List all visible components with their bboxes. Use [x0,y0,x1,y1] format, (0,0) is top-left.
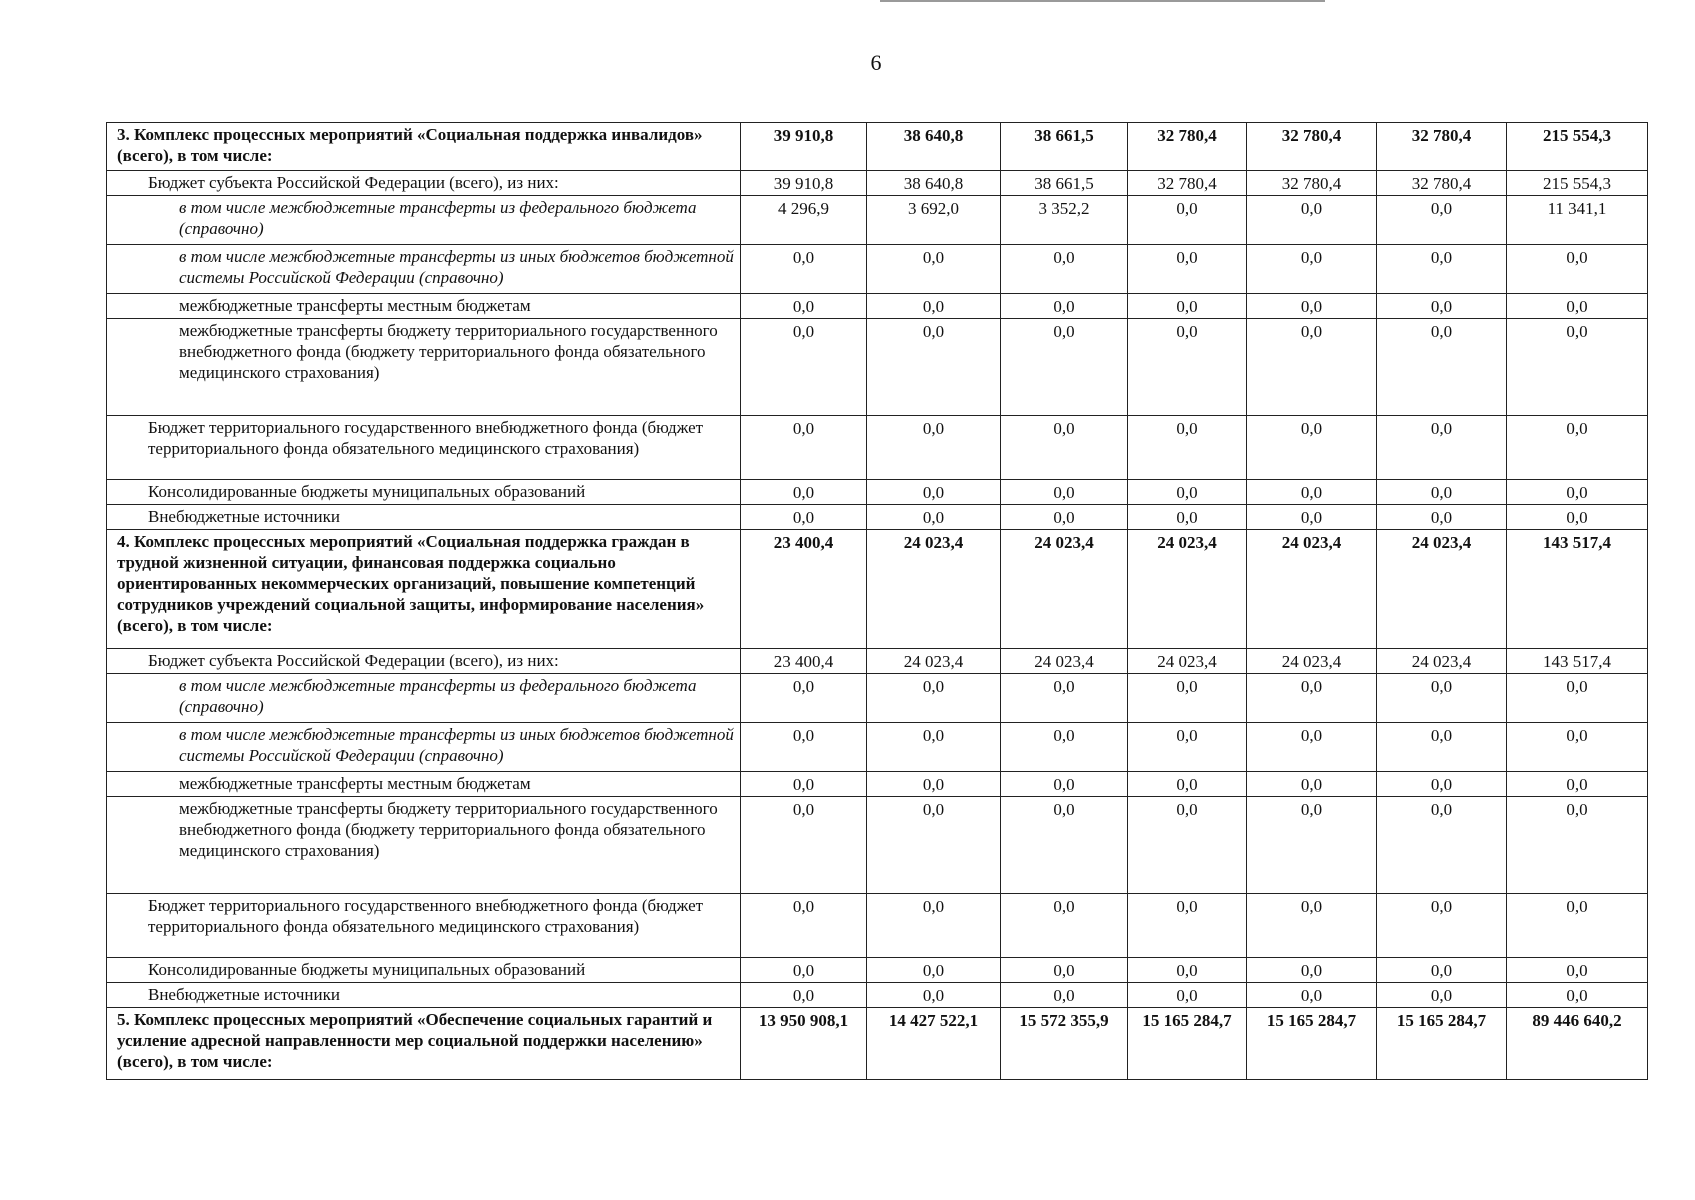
row-label: Консолидированные бюджеты муниципальных образований [107,480,741,505]
table-row [107,983,1648,1008]
value-cell: 32 780,4 [1247,123,1377,171]
value-cell: 38 640,8 [867,123,1001,171]
value-cell: 0,0 [1001,983,1128,1008]
value-cell: 11 341,1 [1507,196,1648,245]
value-cell: 0,0 [741,505,867,530]
value-cell: 0,0 [1001,772,1128,797]
value-cell: 0,0 [1128,772,1247,797]
value-cell: 3 692,0 [867,196,1001,245]
table-row [107,416,1648,480]
row-label: в том числе межбюджетные трансферты из иных бюджетов бюджетной системы Российской Федерации (справочно) [107,245,741,294]
value-cell: 0,0 [867,319,1001,416]
row-label: Бюджет территориального государственного внебюджетного фонда (бюджет территориального фонда обязательного медицинского страхования) [107,894,741,958]
value-cell: 24 023,4 [1001,649,1128,674]
value-cell: 143 517,4 [1507,530,1648,649]
value-cell: 0,0 [1377,797,1507,894]
value-cell: 0,0 [1128,294,1247,319]
row-label: в том числе межбюджетные трансферты из федерального бюджета (справочно) [107,674,741,723]
value-cell: 0,0 [1377,674,1507,723]
value-cell: 0,0 [1128,505,1247,530]
value-cell: 0,0 [1377,772,1507,797]
value-cell: 0,0 [741,797,867,894]
value-cell: 39 910,8 [741,123,867,171]
table-body [107,123,1648,1080]
value-cell: 0,0 [1377,294,1507,319]
value-cell: 0,0 [867,674,1001,723]
value-cell: 0,0 [867,894,1001,958]
value-cell: 0,0 [867,772,1001,797]
value-cell: 15 165 284,7 [1247,1008,1377,1080]
table-row [107,196,1648,245]
value-cell: 0,0 [1507,723,1648,772]
value-cell: 0,0 [1001,480,1128,505]
value-cell: 0,0 [1507,480,1648,505]
value-cell: 0,0 [867,294,1001,319]
scan-top-rule [880,0,1325,2]
value-cell: 0,0 [1507,674,1648,723]
table-row [107,958,1648,983]
value-cell: 0,0 [1247,983,1377,1008]
value-cell: 24 023,4 [1377,530,1507,649]
value-cell: 24 023,4 [1377,649,1507,674]
value-cell: 24 023,4 [1128,649,1247,674]
value-cell: 0,0 [1001,416,1128,480]
value-cell: 32 780,4 [1128,123,1247,171]
value-cell: 0,0 [1507,894,1648,958]
value-cell: 32 780,4 [1247,171,1377,196]
value-cell: 0,0 [867,416,1001,480]
value-cell: 0,0 [867,723,1001,772]
table-row [107,894,1648,958]
value-cell: 0,0 [741,958,867,983]
value-cell: 0,0 [741,674,867,723]
value-cell: 3 352,2 [1001,196,1128,245]
value-cell: 38 661,5 [1001,123,1128,171]
value-cell: 0,0 [1377,983,1507,1008]
value-cell: 0,0 [1247,772,1377,797]
value-cell: 0,0 [1247,797,1377,894]
value-cell: 0,0 [1507,772,1648,797]
row-label: Внебюджетные источники [107,505,741,530]
value-cell: 38 661,5 [1001,171,1128,196]
value-cell: 0,0 [867,505,1001,530]
value-cell: 0,0 [1377,723,1507,772]
value-cell: 0,0 [741,245,867,294]
row-label: Внебюджетные источники [107,983,741,1008]
value-cell: 0,0 [1001,505,1128,530]
value-cell: 0,0 [1247,416,1377,480]
value-cell: 0,0 [1247,196,1377,245]
table-row [107,723,1648,772]
budget-table [106,122,1648,1080]
value-cell: 0,0 [1507,416,1648,480]
value-cell: 0,0 [1128,983,1247,1008]
value-cell: 0,0 [741,294,867,319]
table-row [107,505,1648,530]
value-cell: 24 023,4 [867,649,1001,674]
row-label: в том числе межбюджетные трансферты из иных бюджетов бюджетной системы Российской Федерации (справочно) [107,723,741,772]
value-cell: 0,0 [1377,894,1507,958]
row-label: Бюджет субъекта Российской Федерации (всего), из них: [107,171,741,196]
value-cell: 0,0 [867,480,1001,505]
table-row [107,319,1648,416]
value-cell: 0,0 [1247,674,1377,723]
table-row [107,649,1648,674]
row-label: Бюджет территориального государственного внебюджетного фонда (бюджет территориального фонда обязательного медицинского страхования) [107,416,741,480]
value-cell: 0,0 [1001,797,1128,894]
value-cell: 0,0 [1001,674,1128,723]
value-cell: 0,0 [1128,416,1247,480]
value-cell: 0,0 [741,894,867,958]
value-cell: 0,0 [1128,245,1247,294]
table-row [107,123,1648,171]
value-cell: 0,0 [1247,505,1377,530]
value-cell: 0,0 [1128,319,1247,416]
row-label: межбюджетные трансферты местным бюджетам [107,294,741,319]
value-cell: 0,0 [1128,894,1247,958]
value-cell: 15 165 284,7 [1377,1008,1507,1080]
value-cell: 15 572 355,9 [1001,1008,1128,1080]
value-cell: 0,0 [1247,480,1377,505]
value-cell: 39 910,8 [741,171,867,196]
value-cell: 0,0 [741,416,867,480]
value-cell: 0,0 [1001,294,1128,319]
value-cell: 0,0 [1377,196,1507,245]
value-cell: 0,0 [1377,480,1507,505]
value-cell: 38 640,8 [867,171,1001,196]
value-cell: 0,0 [1507,319,1648,416]
value-cell: 143 517,4 [1507,649,1648,674]
value-cell: 0,0 [1377,416,1507,480]
value-cell: 0,0 [741,772,867,797]
row-label: 4. Комплекс процессных мероприятий «Социальная поддержка граждан в трудной жизненной ситуации, финансовая поддержка социально ориентированных некоммерческих организаций, повышение компетенций сотрудников учреждений социальной защиты, информирование населения» (всего), в том числе: [107,530,741,649]
value-cell: 0,0 [1247,723,1377,772]
value-cell: 0,0 [741,983,867,1008]
row-label: Консолидированные бюджеты муниципальных образований [107,958,741,983]
value-cell: 0,0 [741,723,867,772]
row-label: межбюджетные трансферты бюджету территориального государственного внебюджетного фонда (бюджету территориального фонда обязательного медицинского страхования) [107,319,741,416]
row-label: Бюджет субъекта Российской Федерации (всего), из них: [107,649,741,674]
value-cell: 15 165 284,7 [1128,1008,1247,1080]
table-row [107,797,1648,894]
value-cell: 0,0 [1128,958,1247,983]
value-cell: 0,0 [1128,196,1247,245]
value-cell: 0,0 [1507,294,1648,319]
value-cell: 0,0 [1247,294,1377,319]
page-number: 6 [870,50,882,75]
value-cell: 0,0 [867,983,1001,1008]
value-cell: 0,0 [1507,958,1648,983]
table-row [107,245,1648,294]
value-cell: 24 023,4 [1001,530,1128,649]
value-cell: 14 427 522,1 [867,1008,1001,1080]
row-label: 3. Комплекс процессных мероприятий «Социальная поддержка инвалидов» (всего), в том числе: [107,123,741,171]
table-row [107,674,1648,723]
table-row [107,480,1648,505]
value-cell: 32 780,4 [1377,123,1507,171]
value-cell: 0,0 [741,480,867,505]
value-cell: 0,0 [1128,480,1247,505]
value-cell: 215 554,3 [1507,171,1648,196]
value-cell: 215 554,3 [1507,123,1648,171]
value-cell: 0,0 [1247,894,1377,958]
value-cell: 0,0 [1247,319,1377,416]
value-cell: 0,0 [1377,505,1507,530]
value-cell: 0,0 [1507,245,1648,294]
value-cell: 24 023,4 [1247,530,1377,649]
value-cell: 0,0 [1377,958,1507,983]
value-cell: 0,0 [1377,245,1507,294]
value-cell: 0,0 [1001,319,1128,416]
table-row [107,171,1648,196]
value-cell: 0,0 [1507,983,1648,1008]
value-cell: 13 950 908,1 [741,1008,867,1080]
row-label: в том числе межбюджетные трансферты из федерального бюджета (справочно) [107,196,741,245]
row-label: межбюджетные трансферты местным бюджетам [107,772,741,797]
value-cell: 32 780,4 [1377,171,1507,196]
table-row [107,772,1648,797]
value-cell: 0,0 [1001,958,1128,983]
value-cell: 0,0 [1247,245,1377,294]
value-cell: 4 296,9 [741,196,867,245]
value-cell: 24 023,4 [1247,649,1377,674]
value-cell: 0,0 [867,245,1001,294]
value-cell: 89 446 640,2 [1507,1008,1648,1080]
value-cell: 24 023,4 [1128,530,1247,649]
value-cell: 24 023,4 [867,530,1001,649]
value-cell: 0,0 [1001,723,1128,772]
value-cell: 0,0 [1507,797,1648,894]
value-cell: 0,0 [1001,245,1128,294]
value-cell: 0,0 [1128,723,1247,772]
value-cell: 23 400,4 [741,649,867,674]
value-cell: 0,0 [1247,958,1377,983]
table-row [107,530,1648,649]
value-cell: 0,0 [741,319,867,416]
value-cell: 0,0 [867,797,1001,894]
value-cell: 0,0 [1001,894,1128,958]
table-row [107,1008,1648,1080]
value-cell: 0,0 [1128,674,1247,723]
value-cell: 0,0 [867,958,1001,983]
table-row [107,294,1648,319]
row-label: межбюджетные трансферты бюджету территориального государственного внебюджетного фонда (бюджету территориального фонда обязательного медицинского страхования) [107,797,741,894]
row-label: 5. Комплекс процессных мероприятий «Обеспечение социальных гарантий и усиление адресной направленности мер социальной поддержки населению» (всего), в том числе: [107,1008,741,1080]
value-cell: 32 780,4 [1128,171,1247,196]
value-cell: 0,0 [1507,505,1648,530]
value-cell: 0,0 [1128,797,1247,894]
value-cell: 23 400,4 [741,530,867,649]
value-cell: 0,0 [1377,319,1507,416]
